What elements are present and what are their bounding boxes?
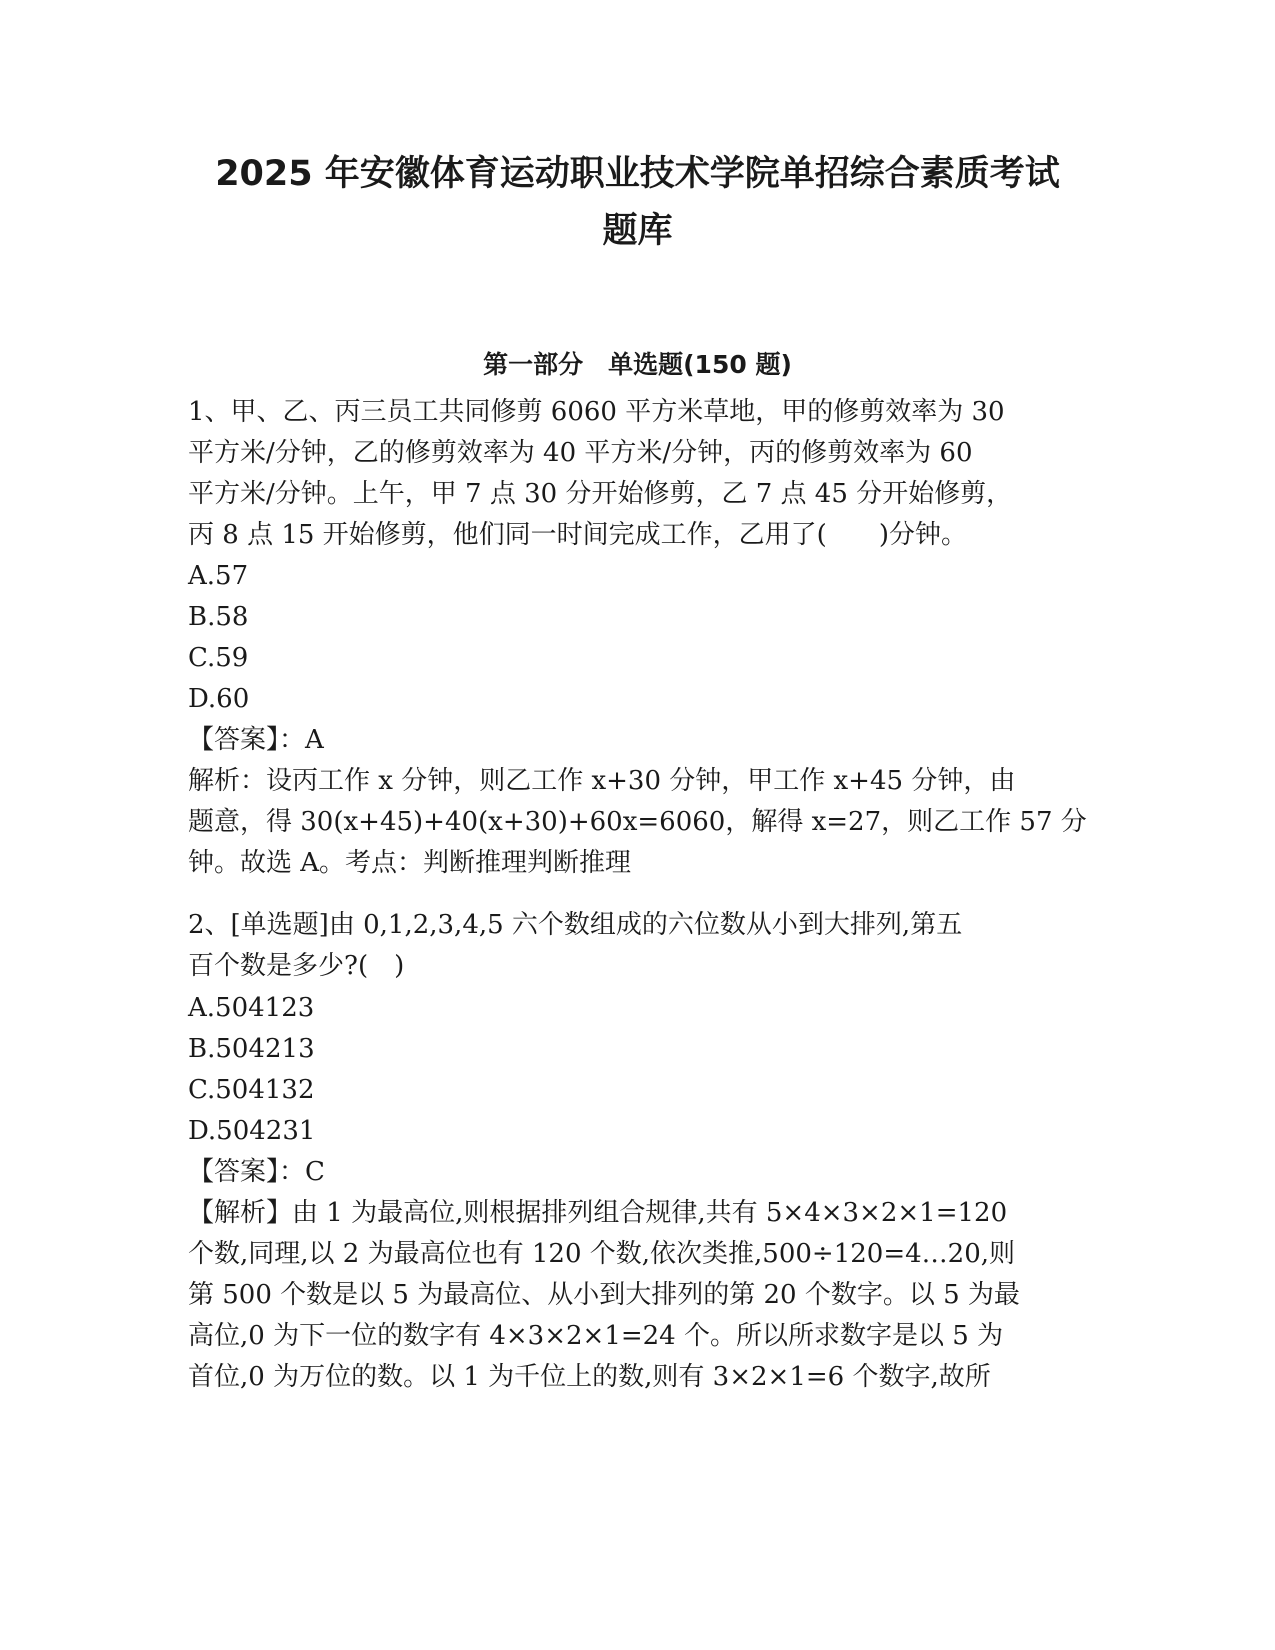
option-a: A.504123 [188, 993, 315, 1023]
analysis-line: 第 500 个数是以 5 为最高位、从小到大排列的第 20 个数字。以 5 为最 [188, 1280, 1020, 1310]
question-stem-line: 平方米/分钟，乙的修剪效率为 40 平方米/分钟，丙的修剪效率为 60 [188, 438, 973, 468]
question-stem-line: 平方米/分钟。上午，甲 7 点 30 分开始修剪，乙 7 点 45 分开始修剪， [188, 479, 1013, 509]
analysis-line: 个数,同理,以 2 为最高位也有 120 个数,依次类推,500÷120=4…20,则 [188, 1239, 1015, 1269]
option-b: B.58 [188, 602, 249, 632]
option-c: C.59 [188, 643, 249, 673]
analysis-line: 首位,0 为万位的数。以 1 为千位上的数,则有 3×2×1=6 个数字,故所 [188, 1362, 991, 1392]
analysis-line: 题意，得 30(x+45)+40(x+30)+60x=6060，解得 x=27，则乙工作 57 分 [188, 807, 1087, 837]
question-stem-line: 1、甲、乙、丙三员工共同修剪 6060 平方米草地，甲的修剪效率为 30 [188, 397, 1005, 427]
question-stem-line: 2、[单选题]由 0,1,2,3,4,5 六个数组成的六位数从小到大排列,第五 [188, 910, 963, 940]
answer-line: 【答案】：C [188, 1157, 325, 1187]
option-d: D.504231 [188, 1116, 316, 1146]
document-title-line-2: 题库 [602, 211, 673, 251]
option-b: B.504213 [188, 1034, 315, 1064]
question-stem-line: 百个数是多少?( ) [188, 951, 405, 981]
option-a: A.57 [188, 561, 249, 591]
answer-line: 【答案】：A [188, 725, 324, 755]
analysis-line: 【解析】由 1 为最高位,则根据排列组合规律,共有 5×4×3×2×1=120 [188, 1198, 1008, 1228]
option-d: D.60 [188, 684, 250, 714]
question-stem-line: 丙 8 点 15 开始修剪，他们同一时间完成工作，乙用了( )分钟。 [188, 520, 967, 550]
analysis-line: 钟。故选 A。考点：判断推理判断推理 [188, 848, 632, 878]
analysis-line: 解析：设丙工作 x 分钟，则乙工作 x+30 分钟，甲工作 x+45 分钟，由 [188, 766, 1016, 796]
option-c: C.504132 [188, 1075, 315, 1105]
document-title-line-1: 2025 年安徽体育运动职业技术学院单招综合素质考试 [215, 154, 1060, 194]
analysis-line: 高位,0 为下一位的数字有 4×3×2×1=24 个。所以所求数字是以 5 为 [188, 1321, 1004, 1351]
section-heading: 第一部分 单选题(150 题) [483, 350, 792, 379]
